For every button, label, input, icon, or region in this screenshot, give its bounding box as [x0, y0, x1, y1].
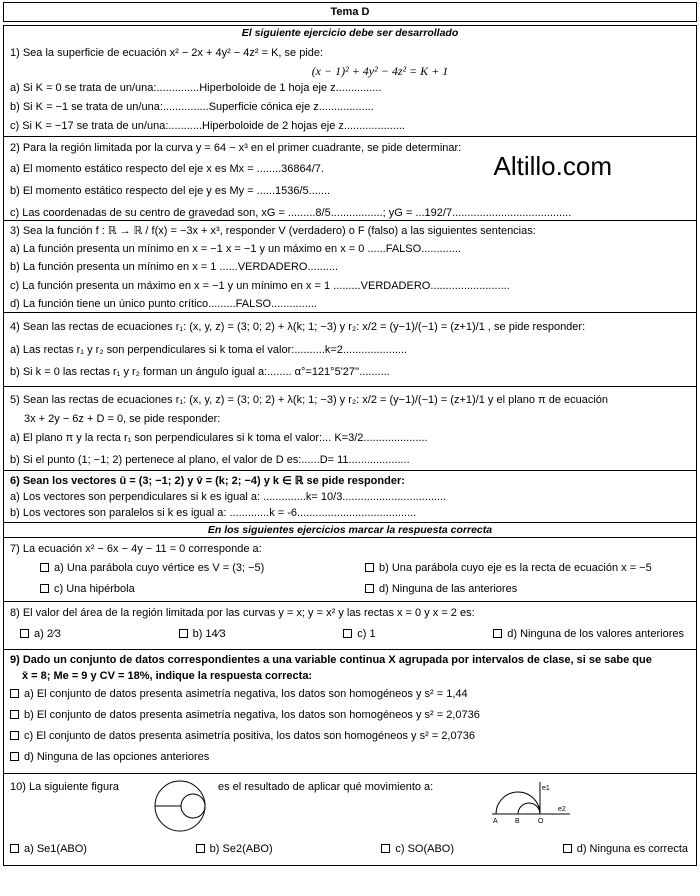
- header-choice-text: En los siguientes ejercicios marcar la respuesta correcta: [207, 524, 493, 536]
- q9-stem-line1: 9) Dado un conjunto de datos correspondientes a una variable continua X agrupada por intervalos de clase, si se sabe que: [10, 654, 652, 666]
- q5-b: b) Si el punto (1; −1; 2) pertenece al plano, el valor de D es:......D= 11....................: [10, 454, 410, 466]
- question-8: [3, 601, 697, 649]
- q10-option-b[interactable]: [196, 838, 273, 860]
- checkbox[interactable]: [10, 844, 19, 853]
- section-header-develop: [3, 25, 697, 42]
- label-B: B: [515, 818, 520, 825]
- q5-equation: 3x + 2y − 6z + D = 0, se pide responder:: [24, 413, 221, 425]
- q3-stem: 3) Sea la función f : ℝ → ℝ / f(x) = −3x + x³, responder V (verdadero) o F (falso) a las siguientes sentencias:: [10, 225, 536, 237]
- question-7: [3, 537, 697, 601]
- question-9: [3, 649, 697, 773]
- q8-d-label: d) Ninguna de los valores anteriores: [507, 628, 684, 640]
- q2-c: c) Las coordenadas de su centro de gravedad son, xG = .........8/5.................; yG = ...192/7.......................................: [10, 207, 572, 219]
- question-3: [3, 220, 697, 312]
- checkbox[interactable]: [179, 629, 188, 638]
- q8-c-label: c) 1: [357, 628, 376, 640]
- q9-c-label: c) El conjunto de datos presenta asimetría positiva, los datos son homogéneos y s² = 2,0736: [24, 730, 475, 742]
- q7-option-d[interactable]: [365, 579, 690, 600]
- q7-a-label: a) Una parábola cuyo vértice es V = (3; −5): [54, 562, 265, 574]
- checkbox[interactable]: [10, 689, 19, 698]
- q7-option-b[interactable]: [365, 558, 690, 579]
- q9-option-d[interactable]: [10, 747, 690, 768]
- checkbox[interactable]: [365, 563, 374, 572]
- q10-option-d[interactable]: [563, 838, 688, 860]
- q9-stem-line2: x̄ = 8; Me = 9 y CV = 18%, indique la respuesta correcta:: [22, 670, 313, 682]
- q2-stem: 2) Para la región limitada por la curva y = 64 − x³ en el primer cuadrante, se pide determinar:: [10, 142, 462, 154]
- q2-a: a) El momento estático respecto del eje x es Mx = ........36864/7.: [10, 163, 324, 175]
- question-4: [3, 312, 697, 386]
- question-1: [3, 42, 697, 136]
- q9-b-label: b) El conjunto de datos presenta asimetría negativa, los datos son homogéneos y s² = 2,0736: [24, 709, 480, 721]
- q10-a-label: a) Se1(ABO): [24, 843, 87, 855]
- q3-d: d) La función tiene un único punto crítico.........FALSO...............: [10, 298, 317, 310]
- checkbox[interactable]: [40, 563, 49, 572]
- q5-stem: 5) Sean las rectas de ecuaciones r₁: (x, y, z) = (3; 0; 2) + λ(k; 1; −3) y r₂: x/2 = (y−1)/(−1) = (z+1)/1 y el plano π de ecuación: [10, 394, 609, 406]
- q8-option-a[interactable]: [20, 623, 61, 645]
- q8-option-b[interactable]: [179, 623, 226, 645]
- q10-d-label: d) Ninguna es correcta: [576, 843, 688, 855]
- q4-b: b) Si k = 0 las rectas r₁ y r₂ forman un ángulo igual a:........ α°=121°5'27''..........: [10, 366, 390, 378]
- q8-option-d[interactable]: [493, 623, 684, 645]
- q6-b: b) Los vectores son paralelos si k es igual a: .............k = -6.......................................: [10, 507, 417, 519]
- q3-c: c) La función presenta un máximo en x = −1 y un mínimo en x = 1 .........VERDADERO..........................: [10, 280, 510, 292]
- q6-a: a) Los vectores son perpendiculares si k es igual a: ..............k= 10/3..................................: [10, 491, 447, 503]
- q9-option-b[interactable]: [10, 705, 690, 726]
- q8-option-c[interactable]: [343, 623, 375, 645]
- q1-equation: (x − 1)² + 4y² − 4z² = K + 1: [311, 64, 449, 78]
- q10-stem-b: es el resultado de aplicar qué movimiento a:: [218, 781, 434, 793]
- q8-b-label: b) 14⁄3: [192, 628, 226, 640]
- question-10: [3, 773, 697, 866]
- q9-d-label: d) Ninguna de las opciones anteriores: [24, 751, 210, 763]
- q7-stem: 7) La ecuación x² − 6x − 4y − 11 = 0 corresponde a:: [10, 543, 262, 555]
- label-O: O: [538, 818, 544, 825]
- q9-option-c[interactable]: [10, 726, 690, 747]
- label-e1: e1: [542, 785, 550, 792]
- q3-a: a) La función presenta un mínimo en x = −1 x = −1 y un máximo en x = 0 ......FALSO.............: [10, 243, 461, 255]
- checkbox[interactable]: [10, 710, 19, 719]
- header-develop-text: El siguiente ejercicio debe ser desarrollado: [241, 27, 459, 39]
- checkbox[interactable]: [493, 629, 502, 638]
- checkbox[interactable]: [343, 629, 352, 638]
- q4-stem: 4) Sean las rectas de ecuaciones r₁: (x, y, z) = (3; 0; 2) + λ(k; 1; −3) y r₂: x/2 = (y−1)/(−1) = (z+1)/1 , se pide responder:: [10, 321, 586, 333]
- checkbox[interactable]: [563, 844, 572, 853]
- checkbox[interactable]: [365, 584, 374, 593]
- q3-b: b) La función presenta un mínimo en x = 1 ......VERDADERO..........: [10, 261, 339, 273]
- q7-option-a[interactable]: [40, 558, 365, 579]
- circle-figure: [144, 780, 216, 832]
- checkbox[interactable]: [40, 584, 49, 593]
- q1-b: b) Si K = −1 se trata de un/una:...............Superficie cónica eje z..................: [10, 101, 374, 113]
- q7-option-c[interactable]: [40, 579, 365, 600]
- q9-option-a[interactable]: [10, 684, 690, 705]
- q8-a-label: a) 2⁄3: [34, 628, 61, 640]
- watermark-text: Altillo.com: [493, 151, 612, 181]
- checkbox[interactable]: [196, 844, 205, 853]
- label-e2: e2: [558, 806, 566, 813]
- q8-stem: 8) El valor del área de la región limitada por las curvas y = x; y = x² y las rectas x = 0 y x = 2 es:: [10, 607, 475, 619]
- q7-d-label: d) Ninguna de las anteriores: [379, 583, 518, 595]
- section-header-choice: [3, 522, 697, 537]
- abo-figure: [484, 780, 574, 826]
- q1-a: a) Si K = 0 se trata de un/una:..............Hiperboloide de 1 hoja eje z...............: [10, 82, 382, 94]
- exam-title: Tema D: [3, 2, 697, 22]
- question-2: [3, 136, 697, 220]
- q7-c-label: c) Una hipérbola: [54, 583, 135, 595]
- q9-a-label: a) El conjunto de datos presenta asimetría negativa, los datos son homogéneos y s² = 1,44: [24, 688, 468, 700]
- q7-b-label: b) Una parábola cuyo eje es la recta de ecuación x = −5: [379, 562, 652, 574]
- exam-page: [3, 2, 697, 866]
- q1-stem: 1) Sea la superficie de ecuación x² − 2x + 4y² − 4z² = K, se pide:: [10, 47, 324, 59]
- checkbox[interactable]: [20, 629, 29, 638]
- checkbox[interactable]: [10, 731, 19, 740]
- q1-c: c) Si K = −17 se trata de un/una:...........Hiperboloide de 2 hojas eje z....................: [10, 120, 405, 132]
- question-6: [3, 470, 697, 522]
- q10-b-label: b) Se2(ABO): [209, 843, 273, 855]
- question-5: [3, 386, 697, 470]
- q10-option-a[interactable]: [10, 838, 87, 860]
- q10-stem-a: 10) La siguiente figura: [10, 781, 119, 793]
- label-A: A: [493, 818, 498, 825]
- q5-a: a) El plano π y la recta r₁ son perpendiculares si k toma el valor:... K=3/2.....................: [10, 432, 428, 444]
- q2-b: b) El momento estático respecto del eje y es My = ......1536/5.......: [10, 185, 331, 197]
- checkbox[interactable]: [10, 752, 19, 761]
- q10-option-c[interactable]: [381, 838, 454, 860]
- checkbox[interactable]: [381, 844, 390, 853]
- q4-a: a) Las rectas r₁ y r₂ son perpendiculares si k toma el valor:..........k=2.....................: [10, 344, 408, 356]
- q6-stem: 6) Sean los vectores ū = (3; −1; 2) y v̄ = (k; 2; −4) y k ∈ ℝ se pide responder:: [10, 475, 405, 487]
- q10-c-label: c) SO(ABO): [395, 843, 455, 855]
